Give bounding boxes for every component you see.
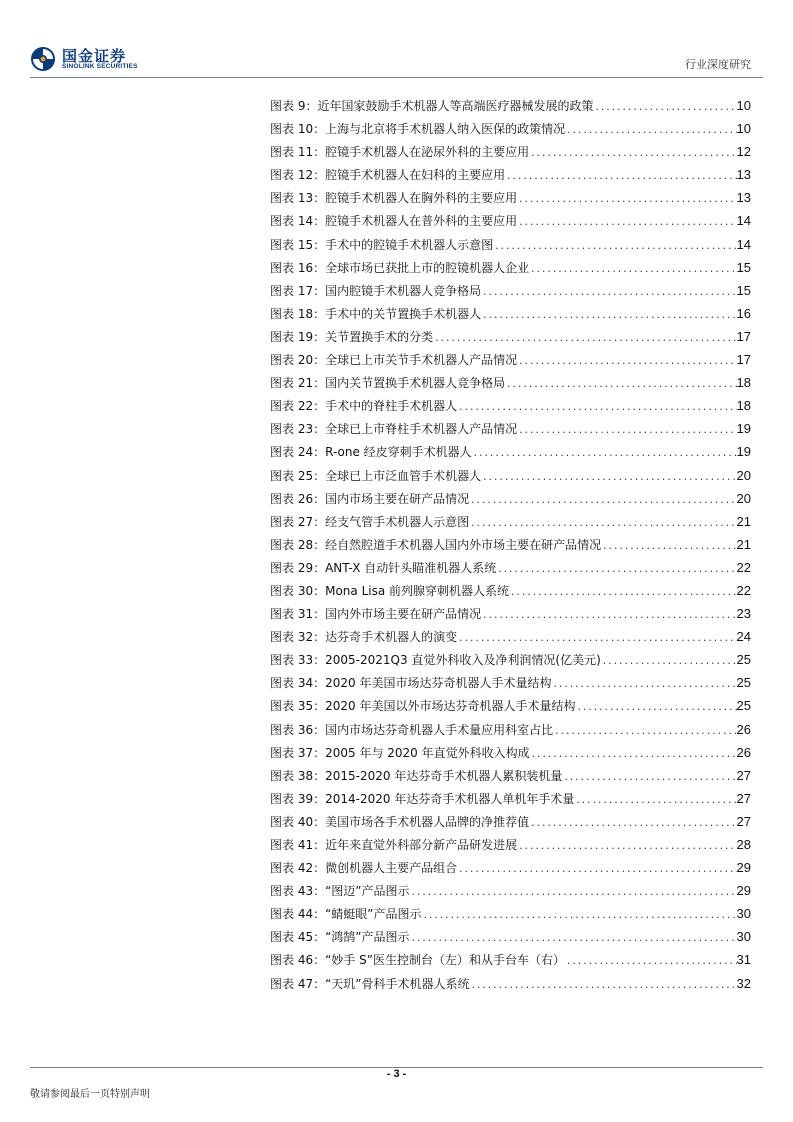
toc-entry-title: 全球市场已获批上市的腔镜机器人企业 (325, 260, 530, 275)
toc-entry[interactable] (270, 625, 751, 648)
toc-entry-label: 图表 47： (270, 976, 326, 991)
header-divider (30, 77, 763, 78)
toc-entry[interactable] (270, 833, 751, 856)
toc-entry-leader (529, 259, 736, 279)
toc-entry-page: 15 (736, 282, 751, 298)
toc-entry-page: 23 (736, 606, 751, 622)
toc-entry-label: 图表 15： (270, 237, 326, 252)
toc-entry[interactable] (270, 579, 751, 602)
page-number: - 3 - (386, 1068, 407, 1080)
toc-entry-title: 美国市场各手术机器人品牌的净推荐值 (325, 814, 530, 829)
toc-entry-leader (410, 882, 737, 902)
toc-entry-leader (481, 467, 736, 487)
toc-entry-label: 图表 46： (270, 953, 326, 968)
toc-entry-page: 26 (736, 744, 751, 760)
toc-entry-title: “蜻蜓眼”产品图示 (325, 907, 422, 922)
toc-entry-title: 微创机器人主要产品组合 (325, 861, 458, 876)
toc-entry-label: 图表 33： (270, 653, 326, 668)
toc-entry[interactable] (270, 256, 751, 279)
toc-entry[interactable] (270, 764, 751, 787)
toc-entry[interactable] (270, 209, 751, 232)
toc-entry-label: 图表 34： (270, 676, 326, 691)
toc-entry[interactable] (270, 302, 751, 325)
toc-entry-page: 31 (736, 952, 751, 968)
toc-entry-page: 22 (736, 582, 751, 598)
toc-entry-label: 图表 22： (270, 399, 326, 414)
toc-entry[interactable] (270, 325, 751, 348)
toc-entry-leader (496, 559, 736, 579)
toc-entry-leader (517, 189, 736, 209)
report-type-label: 行业深度研究 (685, 58, 751, 71)
toc-entry[interactable] (270, 348, 751, 371)
toc-entry-title: 经自然腔道手术机器人国内外市场主要在研产品情况 (325, 537, 602, 552)
toc-entry-page: 26 (736, 721, 751, 737)
toc-entry-leader (457, 859, 736, 879)
toc-entry-label: 图表 27： (270, 514, 326, 529)
toc-entry-page: 29 (736, 883, 751, 899)
toc-entry-title: 2020 年美国以外市场达芬奇机器人手术量结构 (325, 699, 576, 714)
toc-entry-title: 2015-2020 年达芬奇手术机器人累积装机量 (325, 768, 563, 783)
toc-entry-label: 图表 38： (270, 768, 326, 783)
toc-entry[interactable] (270, 464, 751, 487)
toc-entry-page: 25 (736, 652, 751, 668)
toc-entry-page: 13 (736, 190, 751, 206)
toc-entry-leader (593, 97, 736, 117)
toc-entry-leader (457, 628, 736, 648)
toc-entry-page: 14 (736, 213, 751, 229)
toc-entry-leader (469, 490, 736, 510)
toc-entry-page: 17 (736, 328, 751, 344)
toc-entry-label: 图表 11： (270, 145, 326, 160)
toc-entry-page: 27 (736, 813, 751, 829)
toc-entry[interactable] (270, 856, 751, 879)
toc-entry-title: 2020 年美国市场达芬奇机器人手术量结构 (325, 676, 552, 691)
toc-entry-page: 13 (736, 167, 751, 183)
toc-entry[interactable] (270, 279, 751, 302)
toc-entry-page: 20 (736, 467, 751, 483)
toc-entry-leader (481, 305, 736, 325)
toc-entry-page: 21 (736, 513, 751, 529)
toc-entry-leader (470, 975, 737, 995)
toc-entry-title: “妙手 S”医生控制台（左）和从手台车（右） (325, 953, 565, 968)
toc-entry-label: 图表 17： (270, 283, 326, 298)
toc-entry-title: Mona Lisa 前列腺穿刺机器人系统 (325, 583, 510, 598)
toc-entry-title: 上海与北京将手术机器人纳入医保的政策情况 (325, 122, 566, 137)
toc-entry-page: 17 (736, 352, 751, 368)
toc-entry-title: 国内市场达芬奇机器人手术量应用科室占比 (325, 722, 554, 737)
toc-entry[interactable] (270, 741, 751, 764)
toc-entry-title: 达芬奇手术机器人的演变 (325, 630, 458, 645)
toc-entry[interactable] (270, 163, 751, 186)
toc-entry-title: 2014-2020 年达芬奇手术机器人单机年手术量 (325, 791, 575, 806)
toc-entry[interactable] (270, 117, 751, 140)
toc-entry-label: 图表 18： (270, 306, 326, 321)
toc-entry[interactable] (270, 440, 751, 463)
toc-entry[interactable] (270, 394, 751, 417)
toc-entry[interactable] (270, 371, 751, 394)
toc-entry[interactable] (270, 487, 751, 510)
sinolink-logo-icon (30, 46, 56, 72)
toc-entry-leader (562, 767, 736, 787)
toc-entry-leader (481, 605, 736, 625)
toc-entry-label: 图表 37： (270, 745, 326, 760)
toc-entry[interactable] (270, 510, 751, 533)
toc-entry-leader (505, 166, 736, 186)
toc-entry-leader (565, 951, 737, 971)
toc-entry-leader (422, 905, 737, 925)
toc-entry-title: “鸿鹄”产品图示 (325, 930, 410, 945)
toc-entry-page: 12 (736, 144, 751, 160)
toc-entry[interactable] (270, 902, 751, 925)
toc-entry-label: 图表 35： (270, 699, 326, 714)
toc-entry-title: “图迈”产品图示 (325, 884, 410, 899)
toc-entry-title: 经支气管手术机器人示意图 (325, 514, 470, 529)
toc-entry-label: 图表 31： (270, 607, 326, 622)
toc-entry-title: 腔镜手术机器人在胸外科的主要应用 (325, 191, 518, 206)
toc-entry-page: 18 (736, 375, 751, 391)
toc-entry-page: 19 (736, 444, 751, 460)
toc-entry-label: 图表 43： (270, 884, 326, 899)
toc-entry-page: 25 (736, 698, 751, 714)
toc-entry-page: 29 (736, 860, 751, 876)
toc-entry-leader (517, 836, 736, 856)
toc-entry-page: 10 (736, 98, 751, 113)
toc-entry-leader (530, 744, 737, 764)
toc-entry-label: 图表 16： (270, 260, 326, 275)
toc-entry-title: 全球已上市关节手术机器人产品情况 (325, 353, 518, 368)
toc-entry-page: 27 (736, 767, 751, 783)
toc-entry-leader (517, 351, 736, 371)
toc-entry-leader (433, 328, 736, 348)
toc-entry-label: 图表 45： (270, 930, 326, 945)
toc-entry-leader (575, 697, 736, 717)
toc-entry-page: 25 (736, 675, 751, 691)
toc-entry-leader (529, 813, 736, 833)
toc-entry[interactable] (270, 694, 751, 717)
company-logo (30, 46, 180, 74)
toc-entry-page: 32 (736, 975, 751, 991)
toc-entry-label: 图表 40： (270, 814, 326, 829)
toc-entry-label: 图表 13： (270, 191, 326, 206)
toc-entry-label: 图表 36： (270, 722, 326, 737)
toc-entry-leader (553, 721, 736, 741)
toc-entry-label: 图表 20： (270, 353, 326, 368)
toc-entry-page: 21 (736, 536, 751, 552)
toc-entry-label: 图表 32： (270, 630, 326, 645)
toc-entry-page: 30 (736, 906, 751, 922)
toc-entry-leader (551, 674, 736, 694)
toc-entry-label: 图表 26： (270, 491, 326, 506)
toc-entry-label: 图表 19： (270, 329, 326, 344)
toc-entry[interactable] (270, 718, 751, 741)
toc-entry-leader (509, 582, 737, 602)
toc-entry-leader (457, 397, 736, 417)
toc-entry-label: 图表 28： (270, 537, 326, 552)
toc-entry-title: 关节置换手术的分类 (325, 329, 434, 344)
disclaimer-note: 敬请参阅最后一页特别声明 (30, 1089, 150, 1100)
toc-entry-leader (472, 443, 737, 463)
toc-entry-leader (529, 143, 736, 163)
toc-entry-leader (565, 120, 736, 140)
toc-entry[interactable] (270, 233, 751, 256)
toc-entry-title: 国内市场主要在研产品情况 (325, 491, 470, 506)
toc-entry[interactable] (270, 879, 751, 902)
toc-entry-title: “天玑”骨科手术机器人系统 (325, 976, 470, 991)
toc-entry[interactable] (270, 602, 751, 625)
toc-entry-title: 手术中的脊柱手术机器人 (325, 399, 458, 414)
toc-entry-page: 20 (736, 490, 751, 506)
toc-entry-title: 全球已上市泛血管手术机器人 (325, 468, 482, 483)
toc-entry[interactable] (270, 533, 751, 556)
logo-chinese-name: 国金证券 (62, 47, 127, 65)
toc-entry-leader (505, 374, 736, 394)
toc-entry-title: 国内关节置换手术机器人竞争格局 (325, 376, 506, 391)
toc-entry-label: 图表 14： (270, 214, 326, 229)
toc-entry-leader (601, 536, 736, 556)
toc-entry[interactable] (270, 417, 751, 440)
toc-entry-label: 图表 42： (270, 861, 326, 876)
toc-entry-title: 腔镜手术机器人在泌尿外科的主要应用 (325, 145, 530, 160)
toc-entry-title: 近年国家鼓励手术机器人等高端医疗器械发展的政策 (317, 99, 594, 113)
toc-entry-label: 图表 41： (270, 838, 326, 852)
toc-entry-page: 15 (736, 259, 751, 275)
page-header (0, 0, 793, 80)
toc-entry-label: 图表 39： (270, 791, 326, 806)
toc-entry-label: 图表 10： (270, 122, 326, 137)
toc-entry-title: 腔镜手术机器人在普外科的主要应用 (325, 214, 518, 229)
toc-entry-leader (517, 212, 736, 232)
toc-entry[interactable] (270, 186, 751, 209)
toc-entry-title: ANT-X 自动针头瞄准机器人系统 (325, 560, 497, 575)
toc-entry-title: R-one 经皮穿刺手术机器人 (325, 445, 472, 460)
toc-entry[interactable] (270, 671, 751, 694)
toc-entry-title: 近年来直觉外科部分新产品研发进展 (325, 838, 518, 852)
toc-entry-title: 手术中的关节置换手术机器人 (325, 306, 482, 321)
toc-entry[interactable] (270, 556, 751, 579)
toc-entry-label: 图表 24： (270, 445, 326, 460)
toc-entry-page: 18 (736, 398, 751, 414)
toc-entry-label: 图表 29： (270, 560, 326, 575)
toc-entry-label: 图表 12： (270, 168, 326, 183)
toc-entry[interactable] (270, 810, 751, 833)
toc-entry-label: 图表 25： (270, 468, 326, 483)
toc-entry[interactable] (270, 948, 751, 971)
toc-entry-page: 19 (736, 421, 751, 437)
toc-entry[interactable] (270, 140, 751, 163)
toc-entry-leader (517, 420, 736, 440)
toc-entry-page: 16 (736, 305, 751, 321)
toc-entry[interactable] (270, 972, 751, 995)
toc-entry-leader (601, 651, 737, 671)
toc-entry-leader (493, 236, 736, 256)
toc-entry-title: 国内腔镜手术机器人竞争格局 (325, 283, 482, 298)
toc-entry[interactable] (270, 648, 751, 671)
toc-entry-leader (410, 928, 737, 948)
toc-entry-title: 手术中的腔镜手术机器人示意图 (325, 237, 494, 252)
toc-entry[interactable] (270, 94, 751, 117)
toc-entry-page: 14 (736, 236, 751, 252)
toc-entry-label: 图表 30： (270, 583, 326, 598)
toc-entry[interactable] (270, 787, 751, 810)
toc-entry-title: 全球已上市脊柱手术机器人产品情况 (325, 422, 518, 437)
toc-entry-title: 2005 年与 2020 年直觉外科收入构成 (325, 745, 530, 760)
logo-english-name: SINOLINK SECURITIES (62, 63, 138, 70)
toc-entry-page: 27 (736, 790, 751, 806)
figure-index-list (270, 94, 751, 995)
toc-entry-leader (574, 790, 736, 810)
toc-entry-leader (469, 513, 736, 533)
toc-entry-page: 28 (736, 837, 751, 852)
toc-entry-title: 国内外市场主要在研产品情况 (325, 607, 482, 622)
toc-entry-page: 10 (736, 121, 751, 137)
toc-entry-label: 图表 9： (270, 99, 318, 113)
toc-entry-label: 图表 21： (270, 376, 326, 391)
toc-entry-label: 图表 23： (270, 422, 326, 437)
toc-entry-page: 30 (736, 929, 751, 945)
toc-entry-title: 腔镜手术机器人在妇科的主要应用 (325, 168, 506, 183)
toc-entry-page: 24 (736, 629, 751, 645)
toc-entry-leader (481, 282, 736, 302)
toc-entry-page: 22 (736, 559, 751, 575)
toc-entry-label: 图表 44： (270, 907, 326, 922)
toc-entry-title: 2005-2021Q3 直觉外科收入及净利润情况(亿美元) (325, 653, 601, 668)
toc-entry[interactable] (270, 925, 751, 948)
